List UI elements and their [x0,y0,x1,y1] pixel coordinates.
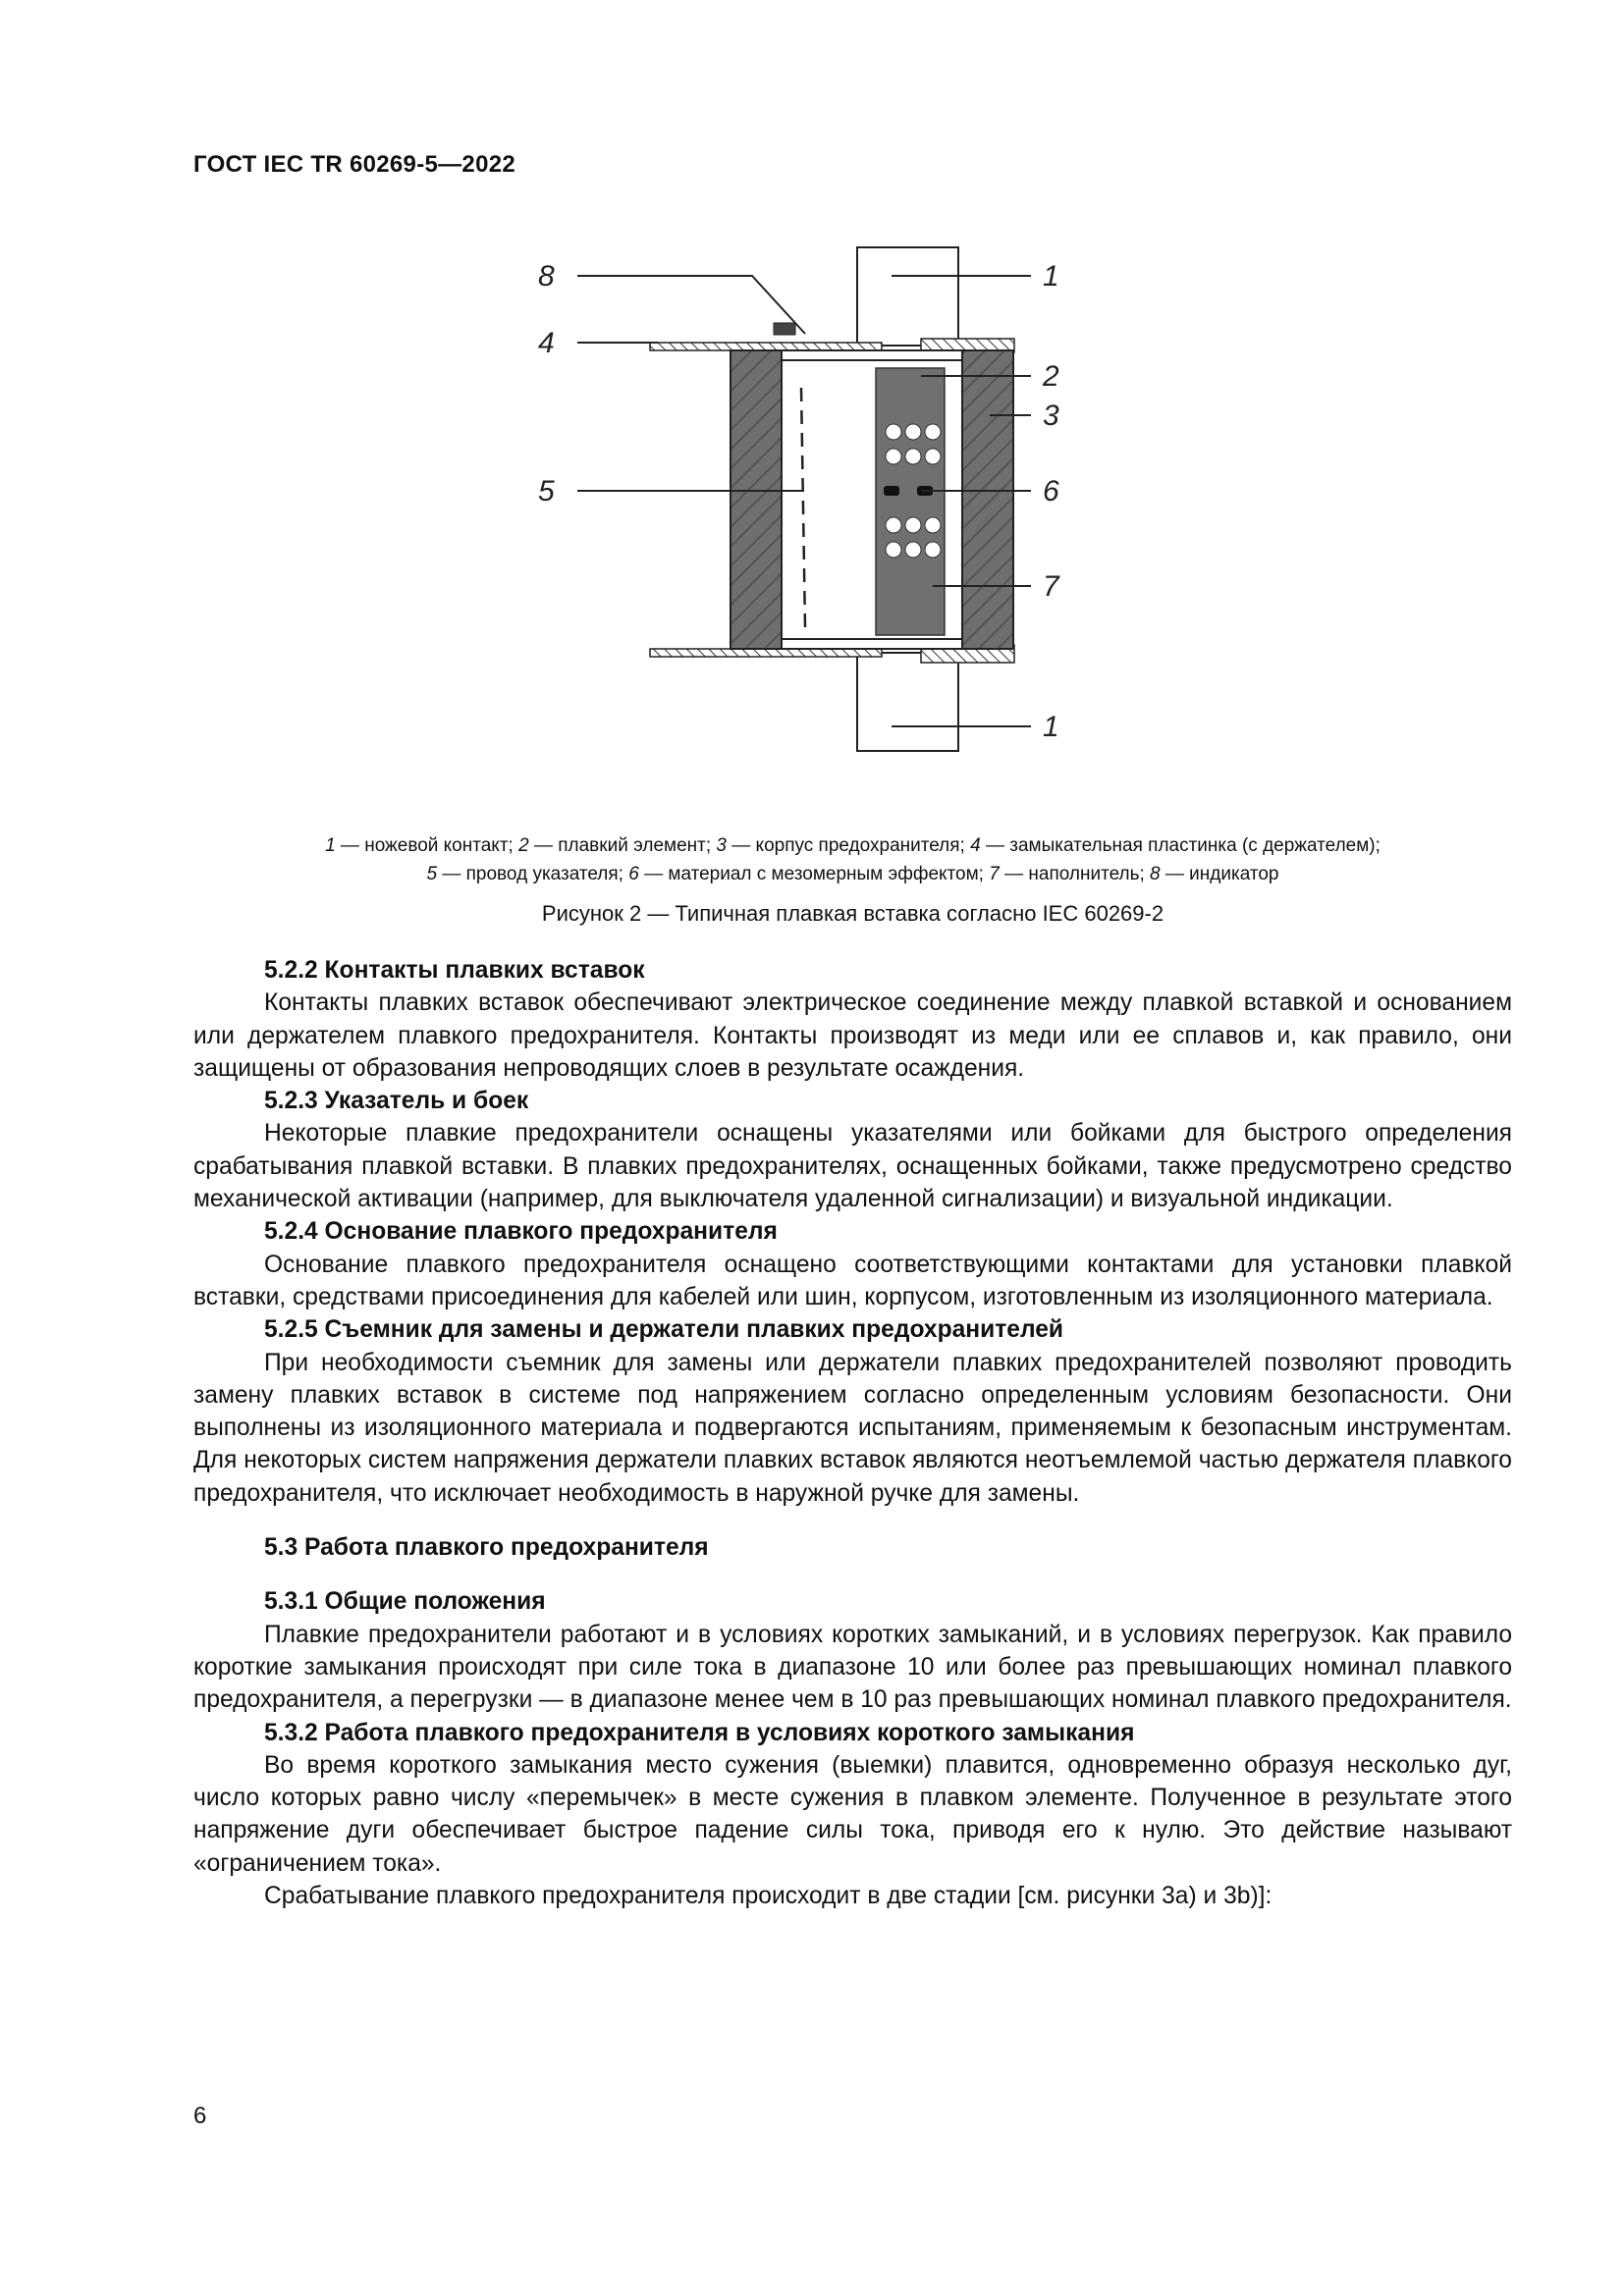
legend-num: 3 [716,835,727,856]
document-code: ГОСТ IEC TR 60269-5—2022 [193,151,516,178]
callout-4: 4 [538,327,555,359]
fuse-link-figure [511,240,1178,771]
section-5-3-heading: 5.3 Работа плавкого предохранителя [264,1534,709,1562]
top-blade-contact [857,247,958,346]
callout-2: 2 [1043,360,1059,393]
legend-text: — плавкий элемент; [528,835,717,856]
legend-num: 5 [426,864,438,884]
legend-text: — индикатор [1160,864,1279,884]
legend-line-2 [193,860,1512,888]
section-5-3-1-heading: 5.3.1 Общие положения [264,1588,546,1616]
callout-6: 6 [1043,475,1059,507]
callout-1-top: 1 [1043,260,1059,293]
section-5-2-2-heading: 5.2.2 Контакты плавких вставок [264,957,645,984]
callout-3: 3 [1043,400,1059,432]
legend-line-1 [193,831,1512,860]
section-5-3-2-text-1: Во время короткого замыкания место сужения (выемки) плавится, одновременно образуя несколько дуг, число которых равно числу «перемычек» в месте сужения в плавком элементе. Полученное в результате этого напряжение дуги обеспечивает быстрое падение силы тока, приводя его к нулю. Это действие называют «ограничением тока». [193,1751,1512,1877]
fuse-body-right-wall [962,350,1013,649]
legend-text: — наполнитель; [999,864,1151,884]
page-number: 6 [193,2103,207,2129]
fuse-element [876,368,945,635]
legend-text: — ножевой контакт; [335,835,519,856]
callout-8: 8 [538,260,555,293]
section-5-2-5-heading: 5.2.5 Съемник для замены и держатели плавких предохранителей [264,1316,1064,1344]
top-closing-plate [650,343,882,350]
section-5-2-5-text: При необходимости съемник для замены или держатели плавких предохранителей позволяют проводить замену плавких вставок в системе под напряжением согласно определенным условиям безопасности. Они выполнены из изоляционного материала и подвергаются испытаниям, применяемым к безопасным инструментам. Для некоторых систем напряжения держатели плавких вставок являются неотъемлемой частью держателя плавкого предохранителя, что исключает необходимость в наружной ручке для замены. [193,1349,1512,1507]
section-5-3-2-heading: 5.3.2 Работа плавкого предохранителя в условиях короткого замыкания [264,1719,1135,1746]
bottom-blade-contact [857,653,958,751]
section-5-3-2-text-2: Срабатывание плавкого предохранителя происходит в две стадии [см. рисунки 3a) и 3b)]: [264,1883,1272,1910]
fuse-body-left-wall [731,350,782,649]
callout-7: 7 [1043,570,1059,603]
legend-num: 6 [628,864,639,884]
section-5-2-3-heading: 5.2.3 Указатель и боек [264,1088,529,1115]
section-5-3-1-text: Плавкие предохранители работают и в условиях коротких замыканий, и в условиях перегрузок. Как правило короткие замыкания происходят при силе тока в диапазоне 10 или более раз превышающих номинал плавкого предохранителя, а перегрузки — в диапазоне менее чем в 10 раз превышающих номинал плавкого предохранителя. [193,1621,1512,1714]
bottom-closing-plate [650,649,882,657]
section-5-2-2-text: Контакты плавких вставок обеспечивают электрическое соединение между плавкой вставкой и основанием или держателем плавкого предохранителя. Контакты производят из меди или ее сплавов и, как правило, они защищены от образования непроводящих слоев в результате осаждения. [193,989,1512,1082]
legend-num: 8 [1150,864,1161,884]
section-5-2-4-heading: 5.2.4 Основание плавкого предохранителя [264,1218,778,1246]
callout-1-bottom: 1 [1043,711,1059,743]
callout-5: 5 [538,475,555,507]
m-effect-material [884,486,899,496]
legend-text: — корпус предохранителя; [726,835,971,856]
legend-text: — провод указателя; [437,864,629,884]
legend-num: 1 [325,835,336,856]
fuse-link-drawing [511,240,1178,771]
legend-num: 4 [970,835,981,856]
legend-text: — материал с мезомерным эффектом; [638,864,990,884]
legend-text: — замыкательная пластинка (с держателем); [980,835,1380,856]
section-5-2-4-text: Основание плавкого предохранителя оснащено соответствующими контактами для установки плавкой вставки, средствами присоединения для кабелей или шин, корпусом, изготовленным из изоляционного материала. [193,1251,1512,1310]
legend-num: 7 [989,864,1000,884]
section-5-2-3-text: Некоторые плавкие предохранители оснащены указателями или бойками для быстрого определения срабатывания плавкой вставки. В плавких предохранителях, оснащенных бойками, также предусмотрено средство механической активации (например, для выключателя удаленной сигнализации) и визуальной индикации. [193,1120,1512,1213]
figure-caption: Рисунок 2 — Типичная плавкая вставка согласно IEC 60269-2 [541,901,1164,926]
figure-legend [193,831,1512,888]
document-body [193,954,1512,1912]
legend-num: 2 [518,835,529,856]
